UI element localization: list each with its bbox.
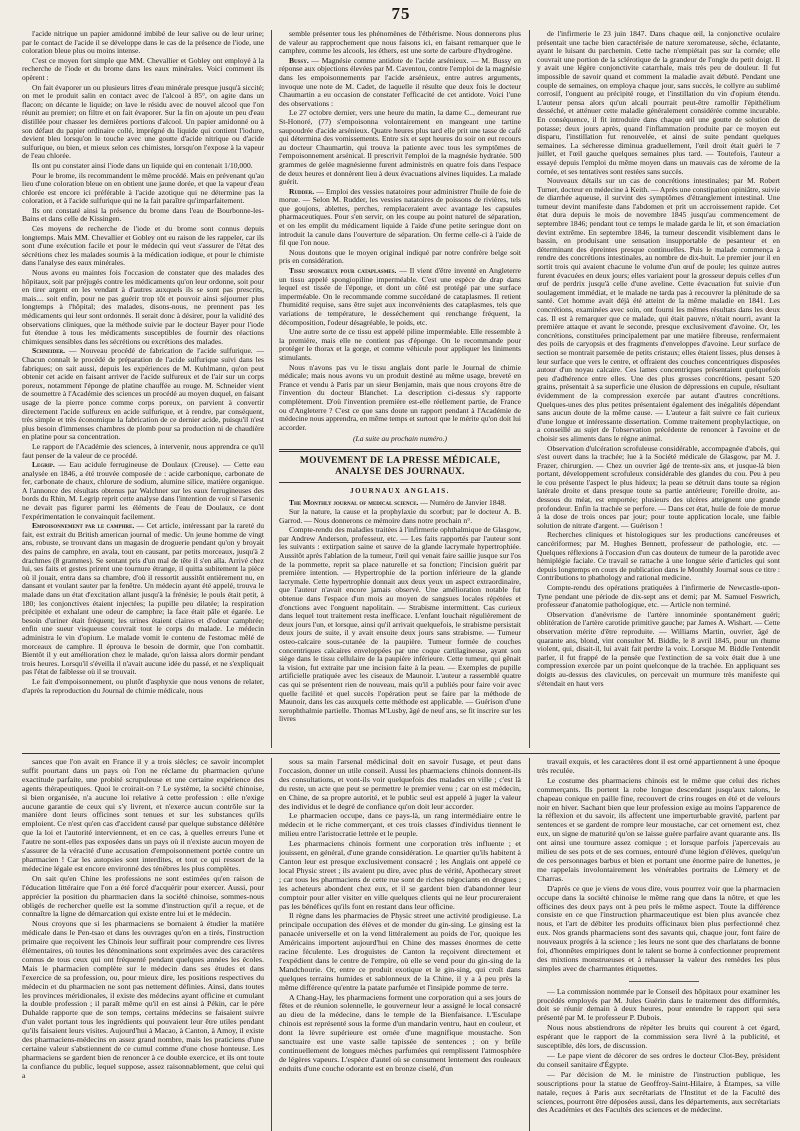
paragraph-text: Observation d'ulcération scrofuleuse considérable, accompagnée d'abcès, qui s'est ouvert dans la trachée; lue à la Société médicale de Glasgow, par M. J. Frazer, chirurgien. — Chez un ouvrier âgé de trente-six ans, et jusque-là bien portant, développement scrofuleux considérable des glandes du cou. Peu à peu le cou présente l'aspect le plus hideux; la peau se détruit dans toute sa région latérale droite et dans presque toute sa partie antérieure; l'oreille droite, au-dessous du méat, est emportée; plusieurs des ulcères atteignent une grande profondeur. Enfin la trachée se perfore. — Dans cet état, huile de foie de morue à la dose de trois onces par jour; pour toute application locale, une faible solution de nitrate d'argent. — Guérison ! <box>537 443 780 530</box>
paragraph <box>22 172 264 206</box>
paragraph-text: Les pharmaciens chinois forment une corporation très influente ; et jouissent, en général, d'une grande considération. Le quartier qu'ils habitent à Canton leur est presque exclusivement consacré ; les Anglais ont appelé ce local Physic street ; ils avaient pu dire, avec plus de vérité, Apothecary street ; car tous les pharmaciens de cette rue sont de riches négociants en drogues ; les acheteurs abondent chez eux, et il se gardent bien d'abandonner leur comptoir pour aller visiter en ville quelques clients qui ne leur procureraient pas les bénéfices qu'ils font en restant dans leur officine. <box>279 839 521 911</box>
bottom-column-3 <box>537 758 780 1131</box>
paragraph <box>279 328 521 362</box>
section-divider <box>22 753 780 754</box>
paragraph <box>22 522 264 677</box>
top-column-3 <box>537 30 780 748</box>
paragraph <box>22 207 264 224</box>
paragraph-text: — Eau acidule ferrugineuse de Doulaux (Creuse). — Cette eau analysée en 1846, a été trouvée composée de : acide carbonique, carbonate de fer, carbonate de chaux, chlorure de sodium, alumine silice, matière organique. A l'annonce des résultats obtenus par Walchner sur les eaux ferrugineuses des bords du Rhin, M. Legrip reprit cette analyse dans l'intention de voir si l'arsenic ne devait pas figurer parmi les éléments de l'eau de Doulaux, ce dont l'expérimentation le convainquit facilement. <box>22 460 264 521</box>
paragraph-text: — Nouveau procédé de fabrication de l'acide sulfurique. — Chacun connaît le procédé de préparation de l'acide sulfurique suivi dans les fabriques; on sait aussi, depuis les expériences de M. Kuhlmann, qu'on peut obtenir cet acide en faisant arriver de l'acide sulfureux et de l'air sur un corps poreux, notamment l'éponge de platine chauffée au rouge. M. Schneider vient de soumettre à l'Académie des sciences un procédé au moyen duquel, en faisant usage de la pierre ponce comme corps poreux, on parvient à convertir directement l'acide sulfureux en acide sulfurique, et à rendre, par conséquent, très simple et très économique la fabrication de ce dernier acide, puisqu'il n'est plus besoin d'immenses chambres de plomb pour sa production ni de chaudière en platine pour sa concentration. <box>22 346 264 442</box>
paragraph-text: Le costume des pharmaciens chinois est le même que celui des riches commerçants. Ils portent la robe longue descendant jusqu'aux talons, le chapeau conique en paille fine, recouvert de crins rouges en été et de velours noir en hiver. Sachant bien que leur profession exige au moins l'apparence de la réflexion et du savoir, ils affectent une imperturbable gravité, parlent par sentences et se gardent de rompre leur moustache, car cet ornement est, chez eux, un signe de maturité qu'on se laisse guère parfaire avant quarante ans. Ils ont ainsi une tournure assez comique ; et lorsque parfois j'apercevais au milieu de ses pots et de ses cornues, entouré d'une légion d'élèves, quelqu'un de ces personnages barbus et bien et portant une énorme paire de lunettes, je me rappelais involontairement les vénérables portraits de Lémery et de Charras. <box>537 775 780 883</box>
paragraph-text: — Cet article, intéressant par la rareté du fait, est extrait du British american journal of medic. Un jeune homme de vingt ans, robuste, se trouvant dans un magasin de droguerie pendant qu'on y broyait des pains de camphre, en avala, tout en causant, par petits morceaux, jusqu'à 2 drachmes (8 grammes). Se sentant pris d'un mal de tête il s'en alla. Arrivé chez lui, ses faits et gestes prirent une tournure étrange, il quitta subitement la pièce où il jouait, entra dans sa chambre, d'où il ressortit aussitôt entièrement nu, en dansant et voulant sauter par la fenêtre. Un médecin ayant été appelé, trouva le malade dans un état d'excitation allant jusqu'à la frénésie; le pouls était petit, à 180; les conjonctives étaient injectées; la pupille peu dilatée; la respiration précipitée et exhalant une odeur de camphre; la face était pâle et égarée. Le besoin d'uriner était fréquent; les urines étaient claires et d'odeur camphrée; enfin une sueur visqueuse couvrait tout le corps du malade. Le médecin administra le vin d'opium. Le malade vomit le contenu de l'estomac mêlé de morceaux de camphre. Il éprouva le besoin de dormir, que l'on combattit. Bientôt il y eut amélioration chez le malade, qu'on laissa alors dormir pendant trois heures. Lorsqu'il s'éveilla il n'avait aucune idée du passé, et ne s'expliquait pas l'état de faiblesse où il se trouvait. <box>22 521 264 677</box>
paragraph-text: Une autre sorte de ce tissu est appelé piline imperméable. Elle ressemble à la première, mais elle ne contient pas d'éponge. On le recommande pour protéger le thorax et la gorge, et comme véhicule pour appliquer les liniments stimulants. <box>279 327 521 362</box>
paragraph-text: On sait qu'en Chine les professions ne sont estimées qu'en raison de l'éducation littéraire que l'on a été forcé d'acquérir pour exercer. Aussi, pour apprécier la position du pharmacien dans la société chinoise, sommes-nous obligés de rechercher quelle est la somme d'instruction qu'il a reçue, et de connaître la ligne de démarcation qui existe entre lui et le médecin. <box>22 873 264 919</box>
paragraph <box>537 584 780 610</box>
paragraph <box>537 988 780 1024</box>
section-heading: MOUVEMENT DE LA PRESSE MÉDICALE, ANALYSE DES JOURNAUX. <box>299 455 501 477</box>
paragraph <box>537 1024 780 1051</box>
paragraph-text: — Le pape vient de décorer de ses ordres le docteur Clot-Bey, président du conseil sanitaire d'Égypte. <box>537 1051 780 1069</box>
paragraph <box>279 249 521 266</box>
newspaper-page <box>22 0 780 1131</box>
subsection-heading: JOURNAUX ANGLAIS. <box>350 486 450 495</box>
paragraph <box>279 840 521 911</box>
paragraph-text: — Numéro de Janvier 1848. <box>418 497 507 507</box>
paragraph-text: sous sa main l'arsenal médicinal doit en savoir l'usage, et peut dans l'occasion, donner un utile conseil. Aussi les pharmaciens chinois donnent-ils des consultations, et vont-ils voir quelquefois des malades en ville ; c'est là du reste, un acte que peut se permettre le premier venu ; car on est médecin, en Chine, de sa propre autorité, et le public seul est appelé à juger la valeur des individus et le degré de confiance qu'on doit leur accorder. <box>279 758 521 811</box>
paragraph <box>279 499 521 508</box>
paragraph <box>279 912 521 992</box>
bottom-column-1 <box>22 758 264 1131</box>
top-column-1 <box>22 30 264 748</box>
paragraph-text: Ils ont pu constater ainsi l'iode dans un liquide qui en contenait 1/10,000. <box>32 160 253 170</box>
paragraph <box>537 445 780 531</box>
column-divider <box>529 30 530 748</box>
paragraph <box>537 1071 780 1116</box>
paragraph <box>279 994 521 1074</box>
paragraph <box>279 267 521 327</box>
paragraph <box>279 812 521 839</box>
paragraph-text: Le pharmacien occupe, dans ce pays-là, un rang intermédiaire entre le médecin et le riche commerçant, et ces trois classes d'individus tiennent le milieu entre l'aristocratie lettrée et le peuple. <box>279 811 521 839</box>
paragraph <box>537 885 780 974</box>
paragraph <box>537 758 780 776</box>
paragraph-text: — Emploi des vessies natatoires pour administrer l'huile de foie de morue. — Selon M. Rudder, les vessies natatoires de poissons de rivières, tels que goujons, ablettes, perches, remplaceraient avec avantage les capsules pharmaceutiques. Pour s'en servir, on les coupe au point naturel de séparation, et on les emplit du médicament liquide à l'aide d'une petite seringue dont on introduit la canule dans l'ouverture de séparation. On ferme celle-ci à l'aide de fil que l'on noue. <box>279 186 521 248</box>
paragraph <box>22 678 264 695</box>
paragraph-text: Il règne dans les pharmacies de Physic street une activité prodigieuse. La principale occupation des élèves et de monder du gin-sing. Le ginsing est la panacée universelle et on la vend littéralement au poids de l'or, quoique les Américains importent aujourd'hui en Chine des masses énormes de cette racine féculente. Les droguistes de Canton la reçoivent directement et l'expédient dans le centre de l'empire, où elle se vend pour du gin-sing de la Mandchourie. Or, entre ce produit exotique et le gin-sing, qui croît dans quelques terrains humides et sablonneux de la Chine, il y a à peu près la même différence qu'entre la patate parfumée et l'insipide pomme de terre. <box>279 911 521 992</box>
article-separator <box>537 978 780 987</box>
paragraph-text: Le 27 octobre dernier, vers une heure du matin, la dame C.., demeurant rue St-Honoré, (77) s'empoisonna volontairement en mangeant une tartine saupoudrée d'acide arsénieux. Quatre heures plus tard elle prit une tasse de café qui détermina des vomissements. Entre six et sept heures du soir on eut recours au docteur Chaumartin, qui trouva la patiente avec tous les symptômes de l'empoisonnement arsénical. Il prescrivit l'emploi de la magnésie hydratée. 500 grammes de gelée magnésienne furent administrés en quatre fois dans l'espace de deux heures et donnèrent lieu à deux évacuations alvines liquides. La malade guérit. <box>279 108 521 187</box>
paragraph-text: — Magnésie comme antidote de l'acide arsénieux. — M. Bussy en réponse aux objections élevées par M. Caventou, contre l'emploi de la magnésie dans les empoisonnements par l'acide arsénieux, entre autres arguments, invoque une note de M. Cadet, de laquelle il résulte que deux fois le docteur Chaumartin a eu occasion de constater l'efficacité de cet antidote. Voici l'une des observations : <box>279 55 521 108</box>
paragraph-text: Nous avons eu maintes fois l'occasion de constater que des malades des hôpitaux, soit par préjugés contre les médicaments qu'on leur ordonne, soit pour en tirer argent en les vendant à d'autres auxquels ils se sont pas prescrits, mais.... soit enfin, pour ne pas guérir trop tôt et pouvoir ainsi séjourner plus longtemps à l'hôpital; des malades, disons-nous, ne prennent pas les médicaments qui leur sont ordonnés. Il serait donc à désirer, pour la validité des observations cliniques, que la méthode suivie par le docteur Bayer pour l'iode fut étendue à tous les médicaments susceptibles de fournir des réactions chimiques sensibles dans les sécrétions ou excrétions des malades. <box>22 268 264 346</box>
paragraph <box>279 508 521 525</box>
paragraph <box>22 84 264 161</box>
paragraph-text: l'acide nitrique un papier amidonné imbibé de leur salive ou de leur urine; par le contact de l'acide il se développe dans le cas de la présence de l'iode, une coloration bleue plus ou moins intense. <box>22 30 264 56</box>
continuation-note: (La suite au prochain numéro.) <box>353 434 447 444</box>
paragraph <box>279 30 521 56</box>
paragraph-text: — La commission nommée par le Conseil des hôpitaux pour examiner les procédés employés par M. Jules Guérin dans le traitement des difformités, doit se réunir demain à deux heures, pour entendre le rapport qui sera présenté par M. le professeur P. Dubois. <box>537 986 780 1023</box>
paragraph-text: semble présenter tous les phénomènes de l'éthérisme. Nous donnerons plus de valeur au rapprochement que nous faisons ici, en faisant remarquer que le camphre, comme les alcools, les éthers, est une sorte de carbure d'hydrogène. <box>279 30 521 56</box>
paragraph <box>537 611 780 688</box>
paragraph <box>22 225 264 268</box>
paragraph-text: Ces moyens de recherche de l'iode et du brome sont connus depuis longtemps. Mais MM. Chevallier et Gobley ont eu raison de les rappeler, car ils sont d'une exécution facile et pour le médecin qui veut s'assurer de l'état des sécrétions chez les malades soumis à la médication iodique, et pour le chimiste dans l'analyse des eaux minérales. <box>22 224 264 268</box>
paragraph-text: travail exquis, et les caractères dont il est orné appartiennent à une époque très reculée. <box>537 758 780 775</box>
paragraph <box>537 531 780 583</box>
paragraph <box>279 109 521 186</box>
paragraph-text: C'est ce moyen fort simple que MM. Chevallier et Gobley ont employé à la recherche de l'iode et du brome dans les eaux minérales. Voici comment ils opèrent : <box>22 55 264 82</box>
bottom-section <box>22 758 780 1131</box>
paragraph <box>22 920 264 1080</box>
paragraph <box>22 461 264 521</box>
column-divider <box>271 758 272 1131</box>
paragraph-lead: Schneider. <box>32 346 66 356</box>
paragraph-text: Recherches cliniques et histologiques sur les productions cancéreuses et cancériformes; par M. Hughes Bennett, professeur de pathologie, etc. — Quelques réflexions à l'occasion d'un cas douteux de tumeur de la parotide avec hémiplégie faciale. Ce travail se rattache à une longue série d'articles qui sont depuis longtemps en cours de publication dans le Monthly Journal sous ce titre : Contributions to phathology and rational medicine. <box>537 530 780 583</box>
paragraph-text: Le rapport de l'Académie des sciences, à intervenir, nous apprendra ce qu'il faut penser de la valeur de ce procédé. <box>22 441 264 460</box>
paragraph <box>537 177 780 443</box>
paragraph-text: Ils ont constaté ainsi la présence du brome dans l'eau de Bourbonne-les-Bains et dans celle de Kissingen. <box>22 205 264 224</box>
paragraph-text: D'après ce que je viens de vous dire, vous pourrez voir que la pharmacien occupe dans la société chinoise le même rang que dans la nôtre, et que les officines des deux pays ont à peu près le même aspect. Toute la différence consiste en ce que l'instruction pharmaceutique est bien plus avancée chez nous, et l'art de débiter les produits officinaux bien plus perfectionné chez eux. Nos grands pharmaciens sont des savants qui, chaque jour, font faire de nouveaux progrès à la science ; les leurs ne sont que des charlatans de bonne foi, d'honnêtes empiriques dont le talent se borne à confectionner proprement des mixtions monstrueuses et à rehausser la valeur des remèdes les plus simples avec de charmantes étiquettes. <box>537 883 780 973</box>
paragraph-text: Pour le brome, ils recommandent le même procédé. Mais en prévenant qu'au lieu d'une coloration bleue on en obtient une jaune dorée, et que la vapeur d'eau chlorée est encore ici préférable à l'acide azotique qui ne détermine pas la coloration, et à l'acide sulfurique qui ne la fait paraître qu'imparfaitement. <box>22 170 264 206</box>
paragraph-text: On fait évaporer un ou plusieurs litres d'eau minérale presque jusqu'à siccité; on met le produit salin en contact avec de l'alcool à 85°, on agite dans un flacon; on décante le liquide; on lave le résidu avec de nouvel alcool que l'on réunit au premier; on filtre et on fait évaporer. Sur la fin on ajoute un peu d'eau distillée pour chasser les dernières portions d'alcool. Un papier amidonné ou à son défaut du papier ordinaire collé, imprégné du liquide qui contient l'iodure, devient bleu lorsqu'on le touche avec une goutte d'acide nitrique ou d'acide sulfurique, ou bien, et mieux selon ces chimistes, lorsqu'on l'expose à la vapeur de l'eau chlorée. <box>22 82 264 161</box>
paragraph <box>537 777 780 884</box>
bottom-column-2 <box>279 758 521 1131</box>
paragraph-lead: Legrip. <box>32 460 55 470</box>
section-rule <box>279 482 521 483</box>
paragraph <box>22 30 264 56</box>
paragraph <box>22 269 264 346</box>
paragraph <box>279 526 521 724</box>
paragraph-text: Nouveaux détails sur un cas de concrétions intestinales; par M. Robert Turner, docteur en médecine à Keith. — Après une constipation opiniâtre, suivie de diarrhée aqueuse, il survint des symptômes d'étranglement intestinal. Une tumeur devint manifeste dans l'abdomen et prit un accroissement rapide. Cet état dura depuis le mois de novembre 1845 jusqu'au commencement de septembre 1846; pendant tout ce temps le malade garda le lit, et son émaciation devint extrême. En septembre 1846, la tumeur descendit visiblement dans le bassin, en produisant une sensation insupportable de pesanteur et en déterminant des épreintes presque continuelles. Puis le malade commença à rendre des concrétions intestinales, au nombre de dix-huit. Le premier jour il en sortit trois qui avaient chacune le volume d'un œuf de poule; les quinze autres furent évacuées en deux jours; elles variaient pour la grosseur depuis celles d'un œuf de perdrix jusqu'à celle d'une aveline. Cette évacuation fut suivie d'un soulagement immédiat, et le malade ne tarda pas à recouvrer la plénitude de sa santé. Cet homme avait déjà été atteint de la même maladie en 1841. Les concrétions, examinées avec soin, ont fourni les mêmes résultats dans les deux cas. Il est à remarquer que ce malade, qui était pauvre, n'était nourri, avant la première attaque et avant le seconde, presque exclusivement d'avoine. Or, les concrétions, constituées principalement par une matière fibreuse, renfermaient des poils de caryopsis et des fragments d'enveloppes d'avoine. Leur surface de section se montrait parsemée de petits cristaux; elles étaient lisses, plus denses à leur surface que vers le centre, et offraient des couches concentriques disposées autour d'un noyau calcaire. Ces lames concentriques présentaient quelquefois peu d'adhérence entre elles. Une des plus grosses concrétions, pesant 520 grains, présentait à sa superficie une élusion de dépressions en cupule, résultant évidemment de la compression exercée par autant d'autres concrétions. Quelques-unes des plus petites présentaient également des inégalités dépendant sans aucun doute de la même cause. — L'auteur a fait suivre ce fait curieux d'une longue et intéressante dissertation. Comme traitement prophylactique, on a conseillé au sujet de l'observation précédente de renoncer à l'avoine et de choisir ses aliments dans le règne animal. <box>537 176 780 443</box>
top-section <box>22 30 780 748</box>
paragraph <box>22 347 264 442</box>
paragraph-text: Nous doutons que le moyen original indiqué par notre confrère belge soit pris en considération. <box>279 247 521 266</box>
page-number: 75 <box>391 4 411 23</box>
paragraph <box>279 57 521 109</box>
top-column-2 <box>279 30 521 748</box>
paragraph-text: Nous croyons que si les pharmaciens se bornaient à étudier la matière médicale dans le Pen-tsao et dans les ouvrages qu'on en a tirés, l'instruction primaire que reçoivent les Chinois leur suffirait pour comprendre ces livres élémentaires, où toutes les dénominations sont exprimées avec des caractères connus de tous ceux qui ont fréquenté pendant quelques années les écoles. Mais le pharmacien complète sur le médecin dans ses études et dans l'exercice de sa profession, ou, pour mieux dire, les positions respectives du médecin et du pharmacien ne sont pas nettement définies. Ainsi, dans toutes les provinces méridionales, il existe des médecins ayant officine et cumulant la double profession ; il paraît même qu'il en est ainsi à Pékin, car le père Duhalde rapporte que de son temps, certains médecins se faisaient suivre d'un valet portant tous les ingrédients qui pouvaient leur être utiles pendant qu'ils faisaient leurs visites. Aujourd'hui à Macao, à Canton, à Amoy, il existe des pharmaciens-médecins en assez grand nombre, mais les praticiens d'une certaine valeur s'abstiennent de ce cumul comme d'une chose honteuse. Les pharmaciens se gardent bien de renoncer à ce double exercice, et ils ont toute la confiance du public, lequel suppose, assez raisonnablement, que celui qui a <box>22 919 264 1080</box>
paragraph-text: Nous n'avons pas vu le tissu anglais dont parle le Journal de chimie médicale; mais nous avons vu un produit destiné au même usage, breveté en France et vendu à Paris par un sieur Benjamin, mais que nous croyons être de l'invention du docteur Blanchet. La description ci-dessus s'y rapporte complètement. D'où l'invention première est-elle réellement partie, de France ou d'Angleterre ? C'est ce que sans doute un rapport pendant à l'Académie de médecine nous apprendra, en même temps et surtout que le mérite qu'on doit lui accorder. <box>279 362 521 432</box>
paragraph-text: A Chang-Hay, les pharmaciens forment une corporation qui a ses jours de fêtes et de réunion solennelle, le gouverneur leur a assigné le local consacré au dieu de la médecine, dans le temple de la Bienfaisance. L'Esculape chinois est représenté sous la forme d'un mandarin ventru, haut en couleur, et dont la lèvre supérieure est ornée d'une magnifique moustache. Son sanctuaire est une vaste salle tapissée de sentences ; on y brûle continuellement de longues mèches parfumées qui remplissent l'atmosphère de légères vapeurs. L'espèce d'autel où se consument lentement des rouleaux enduits d'une couche odorante est en bronze ciselé, d'un <box>279 992 521 1073</box>
paragraph <box>537 30 780 176</box>
paragraph <box>22 57 264 83</box>
paragraph-text: Observation d'anévrisme de l'artère innominée spontanément guéri; oblitération de l'artère carotide primitive gauche; par James A. Wishart. — Cette observation mérite d'être reproduite. — Williams Martin, ouvrier, âgé de quarante ans, blond, vint consulter M. Biddle, le 8 avril 1845, pour un rhume violent, qui, disait-il, lui avait fait perdre la voix. Lorsque M. Biddle l'entendit parler, il fut frappé de la pensée que l'extinction de sa voix était due à une compression exercée par un point quelconque de la trachée. En appliquant ses doigts au-dessus des clavicules, on percevait un murmure très manifeste qui s'étendait en haut vers <box>537 609 780 688</box>
paragraph-lead: Bussy. <box>289 55 309 65</box>
paragraph <box>279 188 521 248</box>
paragraph-text: Compte-rendu des opérations pratiquées à l'infirmerie de Newcastle-upon-Tyne pendant une période de dix-sept ans et demi; par M. Samuel Feswrich, professeur d'anatomie pathologique, etc. — Article non terminé. <box>537 583 780 610</box>
paragraph-text: de l'infirmerie le 23 juin 1847. Dans chaque œil, la conjonctive oculaire présentait une tache bien caractérisée de nature xeromateuse, sèche, éclatante, ayant le luisant du parchemin. Cette tache n'empiétait pas sur la cornée; elle couvrait une portion de la sclérotique de la grandeur de l'ongle du petit doigt. Il y avait une légère conjonctivite catarrhale, mais très peu de douleur. Il fut impossible de savoir quand et comment la maladie avait débuté. Pendant une couple de semaines, on employa chaque jour, sans succès, le collyre au sublimé corrosif, l'onguent au précipité rouge, et l'instillation du vin d'opium étendu. L'auteur pensa alors qu'un alcali pourrait peut-être ramollir l'épithélium desséché, et atténuer cette maladie généralement considérée comme incurable. En conséquence, il fit introduire dans chaque œil une goutte de solution de potasse; deux jours après, quand l'inflammation produite par ce moyen eut disparu, l'instillation fut renouvelée, et ainsi de suite pendant quelques semaines. La sécheresse diminua graduellement, l'œil droit était guéri le 7 juillet, et l'œil gauche quelques semaines plus tard. — Toutefois, l'auteur a essayé depuis l'emploi du même moyen dans un mauvais cas de xérome de la cornée, et ses tentatives sont restées sans succès. <box>537 30 780 176</box>
paragraph <box>537 1052 780 1070</box>
paragraph <box>22 162 264 171</box>
paragraph <box>22 875 264 920</box>
column-divider <box>529 758 530 1131</box>
paragraph <box>279 364 521 433</box>
paragraph <box>22 758 264 874</box>
paragraph-text: — Par décision de M. le ministre de l'instruction publique, les souscriptions pour la statue de Geoffroy-Saint-Hilaire, à Étampes, sa ville natale, reçues à Paris aux secrétariats de l'Institut et de la Faculté des sciences, pourront être déposées aussi, dans les départements, aux secrétariats des Académies et des Facultés des sciences et de médecine. <box>537 1069 780 1115</box>
paragraph-lead: Rudder. <box>289 186 315 196</box>
paragraph-text: Sur la nature, la cause et la prophylaxie du scorbut; par le docteur A. B. Garrod. — Nous donnerons ce mémoire dans notre prochain n°. <box>279 507 521 525</box>
column-divider <box>271 30 272 748</box>
paragraph <box>279 758 521 811</box>
paragraph-text: Nous nous abstiendrons de répéter les bruits qui courent à cet égard, espérant que le rapport de la commission sera livré à la publicité, et susceptible, dès lors, de discussion. <box>537 1023 780 1051</box>
paragraph-lead: Tissu spongieux pour cataplasmes. <box>289 266 397 276</box>
paragraph-text: Compte-rendu des maladies traitées à l'infirmerie ophthalmique de Glasgow, par Andrew Anderson, professeur, etc. — Les faits rapportés par l'auteur sont les suivants : extirpation saine et sauve de la glande lacrymale hypertrophiée. Aussitôt après l'ablation de la tumeur, l'œil qui venait faire saillie jusque sur l'os de la pommette, reprit sa place naturelle et sa fonction; l'incision guérit par première intention. — Hypertrophie de la portion inférieure de la glande lacrymale. Cette hypertrophie donnait aux deux yeux un aspect extraordinaire, que l'auteur n'avait encore jamais observé. Une amélioration notable fut obtenue dans l'espace d'un mois au moyen de sangsues locales répétées et d'onctions avec l'onguent napolitain. — Strabisme intermittent. Cas curieux dans lequel tout traitement resta inefficace. L'enfant louchait régulièrement de deux jours l'un, et lorsque, ainsi qu'il arrivait quelquefois, le strabisme persistait deux jours de suite, il y avait ensuite deux jours sans strabisme. — Tumeur osteo-calcaire sous-cutanée de la paupière. Tumeur formée de couches concentriques calcaires enveloppées par une coque cartilagineuse, ayant son siège dans le tissu cellulaire de la paupière inférieure. Cette tumeur, qui gênait la vision, fut extraite par une incision faite à la peau. — Exemples de pupille artificielle pratiquée avec les ciseaux de Maunoir. L'auteur a rassemblé quatre cas qui se présentent rien de nouveau, mais qu'il a publiés pour faire voir avec quelle facilité et quel succès l'opération peut se faire par la méthode de Maunoir, dans les cas auxquels cette méthode est applicable. — Guérison d'une xerophthalmie partielle. Thomas M'Lusby, âgé de neuf ans, se fit inscrire sur les livres <box>279 525 521 724</box>
paragraph-text: — Il vient d'être inventé en Angleterre un tissu appelé spongiopiline imperméable. C'est une espèce de drap dans lequel est tissée de l'éponge, et dont un côté est protégé par une surface imperméable. On le recommande comme succédané de cataplasmes. Il retient l'humidité requise, sans être sujet aux inconvénients des cataplasmes, tels que variations de température, le desséchement qui renchange fréquent, la décomposition, l'odeur désagréable, le poids, etc. <box>279 266 521 327</box>
section-rule <box>279 449 521 452</box>
paragraph-lead: The Monthly journal of medical science. <box>289 497 419 507</box>
paragraph-text: Le fait d'empoisonnement, ou plutôt d'asphyxie que nous venons de relater, d'après la reproduction du Journal de chimie médicale, nous <box>22 676 264 695</box>
paragraph <box>22 443 264 460</box>
paragraph-text: sances que l'on avait en France il y a trois siècles; ce savoir incomplet suffit pourtant dans un pays où l'on ne réclame du pharmacien qu'une exactitude parfaite, une probité scrupuleuse et une certaine expérience des agents thérapeutiques. Quoi le croirait-on ? Le système, la société chinoise, si bien organisée, n'a aucune loi relative à cette profession : elle n'exige aucune garantie de ceux qui s'y livrent, et n'exerce aucun contrôle sur la manière dont leurs officines sont tenues et sur les substances qu'ils emploient. Ce n'est qu'en cas d'accident causé par quelque substance délétère que la loi et l'autorité interviennent, et en ce cas, à quelles erreurs l'une et l'autre ne sont-elles pas exposées dans un pays où il n'existe aucun moyen de s'assurer de la véracité d'une accusation d'empoisonnement portée contre un pharmacien ! Car les autopsies sont interdites, et tout ce qui ressort de la médecine légale est encore environné des ténèbres les plus complètes. <box>22 758 264 873</box>
paragraph-lead: Empoisonnement par le camphre. <box>32 521 135 531</box>
